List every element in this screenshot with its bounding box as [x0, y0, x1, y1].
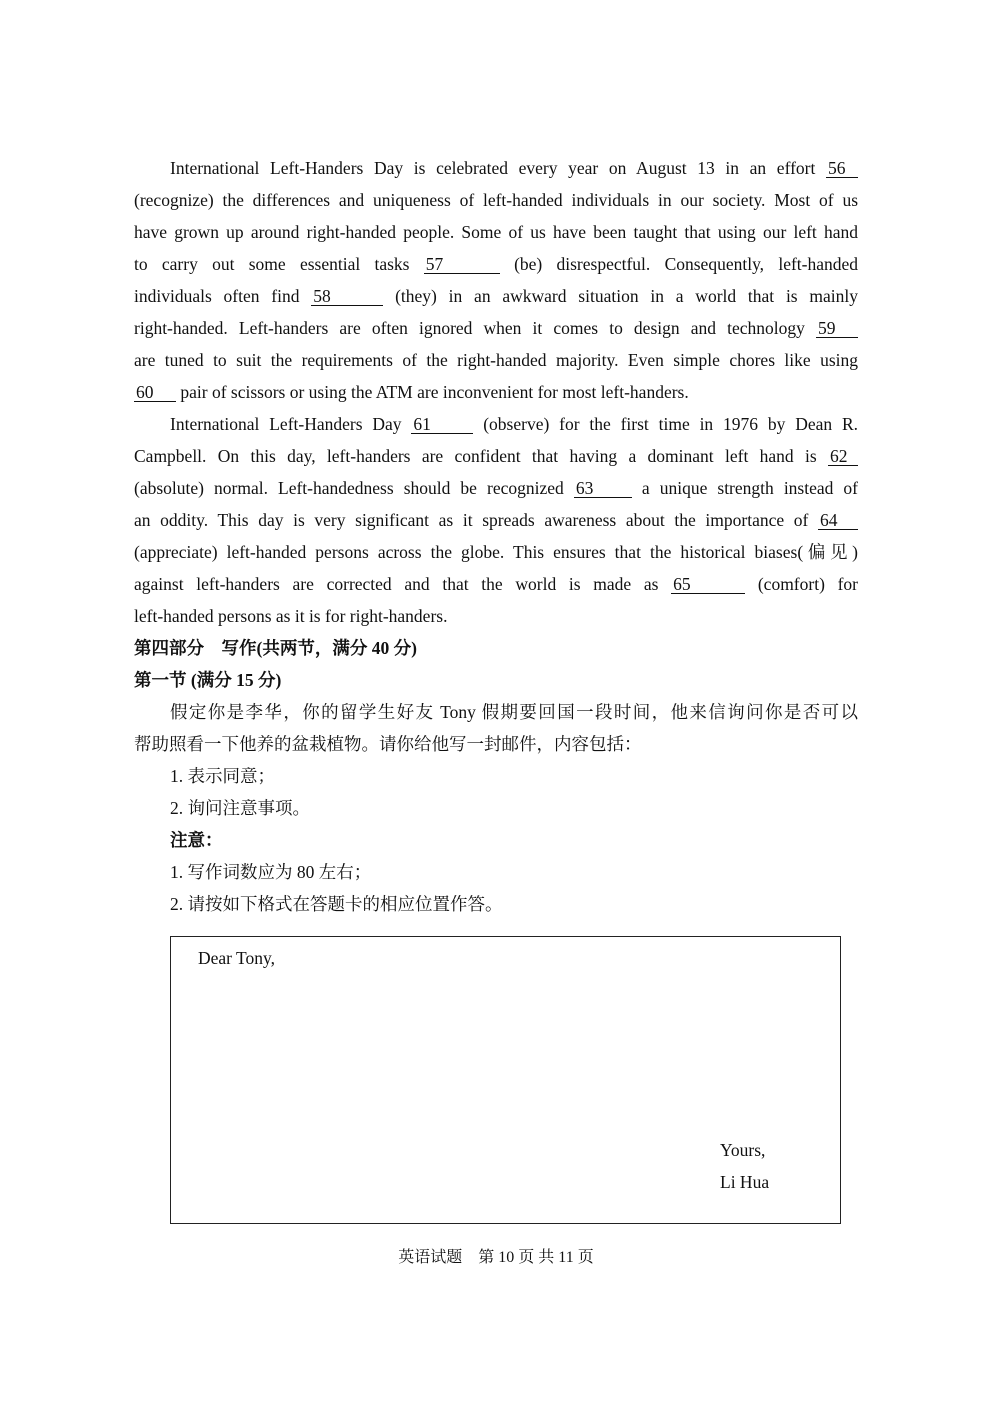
blank-57: 57 [424, 255, 500, 274]
passage-text: are tuned to suit the requirements of the right-handed majority. Even simple chores like using [134, 350, 858, 370]
passage-line [134, 445, 858, 467]
passage-text: (be) disrespectful. Consequently, left-handed [514, 254, 859, 274]
blank-64: 64 [818, 511, 858, 530]
letter-salutation: Dear Tony, [198, 948, 276, 968]
passage-line [134, 573, 858, 595]
passage-text: an oddity. This day is very significant as it spreads awareness about the importance of [134, 510, 809, 530]
passage-line [134, 477, 858, 499]
prompt-item: 1. 表示同意； [170, 766, 275, 786]
passage-text: (they) in an awkward situation in a world that is mainly [395, 286, 859, 306]
notes-title: 注意： [170, 830, 223, 850]
passage-line [134, 605, 858, 627]
passage-text: (comfort) for [757, 574, 858, 594]
blank-65: 65 [671, 575, 745, 594]
passage-text: a unique strength instead of [641, 478, 859, 498]
letter-closing: Yours, [720, 1140, 766, 1160]
prompt-line: 假定你是李华，你的留学生好友 Tony 假期要回国一段时间，他来信询问你是否可以 [170, 702, 858, 722]
passage-line [134, 189, 858, 211]
blank-62: 62 [828, 447, 858, 466]
blank-63: 63 [574, 479, 632, 498]
passage-text: International Left-Handers Day is celebrated every year on August 13 in an effort [170, 158, 816, 178]
passage-text: (absolute) normal. Left-handedness should be recognized [134, 478, 564, 498]
blank-56: 56 [826, 159, 858, 178]
passage-text: (appreciate) left-handed persons across the globe. This ensures that the historical biases(偏见) [134, 542, 858, 562]
section-title: 第一节 (满分 15 分) [134, 670, 282, 690]
letter-signature: Li Hua [720, 1172, 770, 1192]
passage-text: International Left-Handers Day [170, 414, 402, 434]
blank-59: 59 [816, 319, 858, 338]
passage-text: Campbell. On this day, left-handers are confident that having a dominant left hand is [134, 446, 817, 466]
passage-line [170, 413, 858, 435]
passage-line [134, 509, 858, 531]
blank-60: 60 [134, 383, 176, 402]
passage-text: (observe) for the first time in 1976 by Dean R. [483, 414, 858, 434]
passage-line [134, 349, 858, 371]
blank-61: 61 [411, 415, 473, 434]
passage-line [134, 253, 858, 275]
passage-text: right-handed. Left-handers are often ignored when it comes to design and technology [134, 318, 805, 338]
passage-text: (recognize) the differences and uniqueness of left-handed individuals in our society. Most of us [134, 190, 858, 210]
blank-58: 58 [311, 287, 383, 306]
passage-line [134, 221, 858, 243]
passage-line [134, 381, 858, 403]
passage-text: against left-handers are corrected and that the world is made as [134, 574, 659, 594]
passage-text: left-handed persons as it is for right-handers. [134, 606, 448, 626]
passage-text: pair of scissors or using the ATM are inconvenient for most left-handers. [180, 382, 689, 402]
passage-text: individuals often find [134, 286, 300, 306]
prompt-item: 2. 询问注意事项。 [170, 798, 310, 818]
answer-box [170, 936, 841, 1224]
passage-line [170, 157, 858, 179]
prompt-line: 帮助照看一下他养的盆栽植物。请你给他写一封邮件，内容包括： [134, 734, 642, 754]
passage-text: to carry out some essential tasks [134, 254, 410, 274]
part-title: 第四部分 写作(共两节，满分 40 分) [134, 638, 417, 658]
note-item: 1. 写作词数应为 80 左右； [170, 862, 372, 882]
passage-line [134, 317, 858, 339]
passage-text: have grown up around right-handed people. Some of us have been taught that using our left hand [134, 222, 858, 242]
page-footer: 英语试题 第 10 页 共 11 页 [398, 1249, 594, 1266]
passage-line [134, 541, 858, 563]
passage-line [134, 285, 858, 307]
note-item: 2. 请按如下格式在答题卡的相应位置作答。 [170, 894, 503, 914]
